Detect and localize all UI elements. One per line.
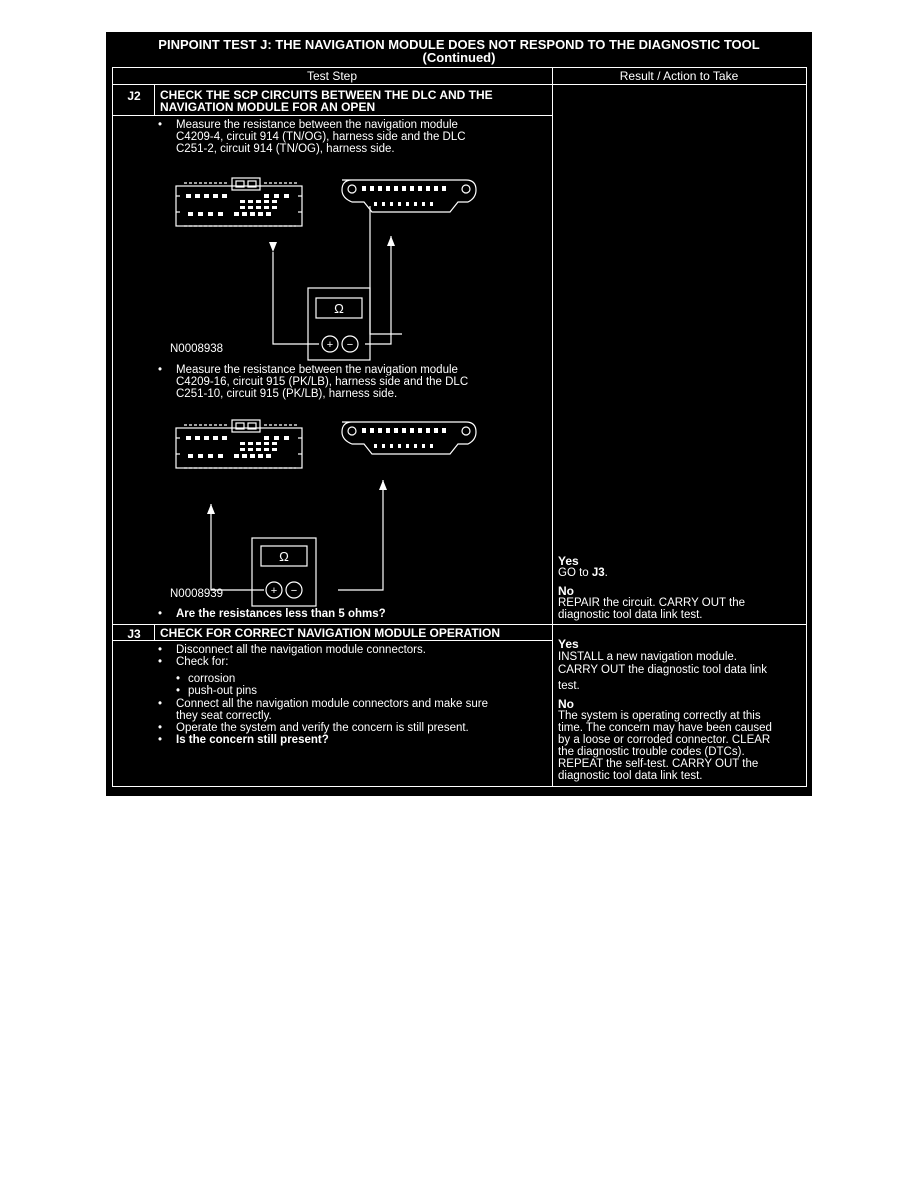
j2-yes-text: GO to J3. (558, 567, 608, 579)
j3-step4: Operate the system and verify the concern is still present. (176, 722, 469, 734)
pinpoint-test-panel (106, 32, 812, 796)
column-header-test-step: Test Step (306, 69, 358, 83)
j2-no-line1: REPAIR the circuit. CARRY OUT the (558, 597, 746, 609)
j2-step1-line1: Measure the resistance between the navigation module (176, 119, 458, 131)
table-header-divider (112, 84, 806, 85)
j3-question: Is the concern still present? (176, 734, 329, 746)
j2-no-label: No (558, 584, 574, 598)
step-id-j2: J2 (127, 89, 141, 103)
table-bottom-border (112, 786, 806, 787)
j3-id-divider (154, 624, 155, 641)
j2-no-line2: diagnostic tool data link test. (558, 609, 703, 621)
j2-step2-line2: C4209-16, circuit 915 (PK/LB), harness side and the DLC (176, 376, 469, 388)
minus-terminal: − (346, 339, 354, 351)
j3-no-line4: the diagnostic trouble codes (DTCs). (558, 746, 745, 758)
table-top-border (112, 67, 806, 68)
j3-heading-divider (112, 640, 552, 641)
j3-no-label: No (558, 697, 574, 711)
bullet: • (158, 644, 163, 656)
column-divider (552, 67, 553, 787)
j3-yes-line1: INSTALL a new navigation module. (558, 651, 737, 663)
bullet: • (176, 673, 181, 685)
j3-step1: Disconnect all the navigation module connectors. (176, 644, 426, 656)
j3-yes-label: Yes (558, 637, 579, 651)
bullet: • (158, 734, 163, 746)
j3-no-line6: diagnostic tool data link test. (558, 770, 703, 782)
bullet: • (158, 364, 163, 376)
j3-yes-line3: test. (558, 680, 580, 692)
navigation-module-connector (176, 420, 302, 468)
j3-step2: Check for: (176, 656, 229, 668)
bullet: • (158, 119, 163, 131)
j3-no-line5: REPEAT the self-test. CARRY OUT the (558, 758, 759, 770)
bullet: • (176, 685, 181, 697)
j2-step1-line2: C4209-4, circuit 914 (TN/OG), harness side and the DLC (176, 131, 466, 143)
plus-terminal: + (326, 339, 334, 351)
ohm-symbol: Ω (279, 549, 289, 564)
column-header-result: Result / Action to Take (619, 69, 739, 83)
figure-1-caption: N0008938 (170, 343, 224, 355)
j3-link: J3 (591, 567, 605, 579)
dlc-connector (342, 180, 476, 212)
j3-sub2: push-out pins (188, 685, 258, 697)
j3-no-line3: by a loose or corroded connector. CLEAR (558, 734, 771, 746)
j2-step2-line3: C251-10, circuit 915 (PK/LB), harness side. (176, 388, 398, 400)
bullet: • (158, 608, 163, 620)
minus-terminal: − (290, 585, 298, 597)
figure-2-caption: N0008939 (170, 588, 224, 600)
j2-yes-label: Yes (558, 554, 579, 568)
page-subtitle: (Continued) (422, 50, 496, 65)
j3-no-line2: time. The concern may have been caused (558, 722, 772, 734)
navigation-module-connector (176, 178, 302, 226)
bullet: • (158, 656, 163, 668)
j3-no-line1: The system is operating correctly at this (558, 710, 761, 722)
ohm-symbol: Ω (334, 301, 344, 316)
j2-heading-line2: NAVIGATION MODULE FOR AN OPEN (160, 100, 376, 114)
bullet: • (158, 698, 163, 710)
j3-heading: CHECK FOR CORRECT NAVIGATION MODULE OPERATION (160, 626, 500, 640)
j3-step3-line1: Connect all the navigation module connectors and make sure (176, 698, 488, 710)
j2-heading-line1: CHECK THE SCP CIRCUITS BETWEEN THE DLC AND THE (160, 88, 493, 102)
j3-yes-line2: CARRY OUT the diagnostic tool data link (558, 664, 768, 676)
j3-sub1: corrosion (188, 673, 236, 685)
dlc-connector (342, 422, 476, 454)
step-id-j3: J3 (127, 627, 141, 641)
j2-j3-divider (112, 624, 806, 625)
bullet: • (158, 722, 163, 734)
table-right-border (806, 67, 807, 787)
j2-heading-divider (112, 115, 552, 116)
j3-step3-line2: they seat correctly. (176, 710, 272, 722)
page-title: PINPOINT TEST J: THE NAVIGATION MODULE DOES NOT RESPOND TO THE DIAGNOSTIC TOOL (158, 37, 760, 52)
j2-step1-line3: C251-2, circuit 914 (TN/OG), harness side. (176, 143, 395, 155)
multimeter (308, 288, 370, 360)
table-left-border (112, 67, 113, 787)
plus-terminal: + (270, 585, 278, 597)
j2-id-divider (154, 84, 155, 116)
j2-question: Are the resistances less than 5 ohms? (176, 608, 386, 620)
j2-step2-line1: Measure the resistance between the navigation module (176, 364, 458, 376)
